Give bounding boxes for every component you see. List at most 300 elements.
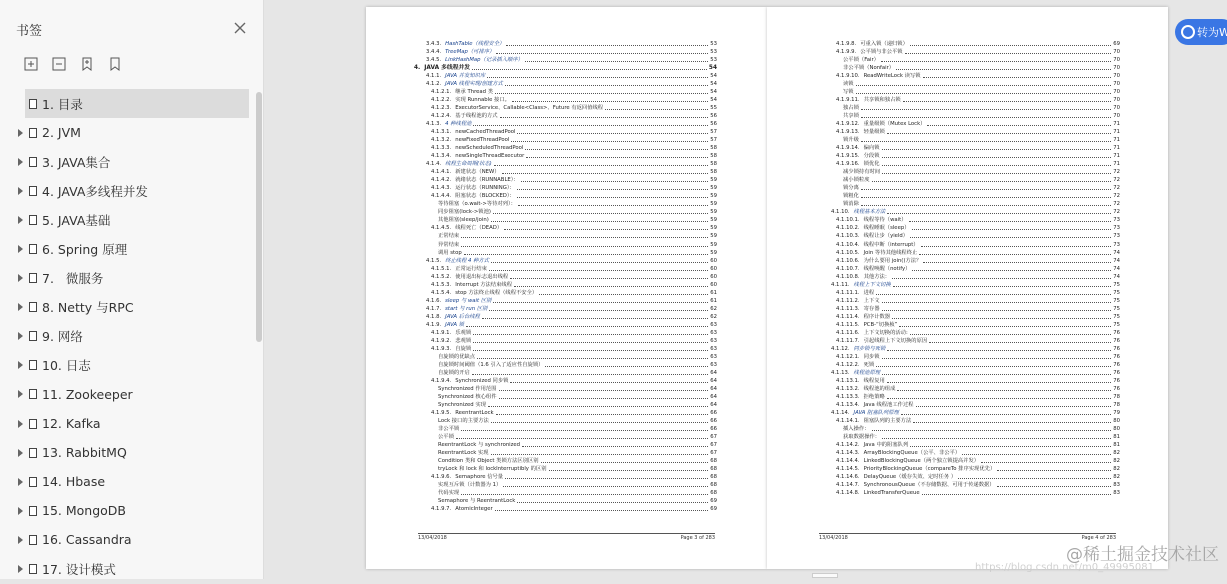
toc-page-number: 71 — [1113, 145, 1120, 151]
toc-entry[interactable] — [426, 40, 717, 47]
toc-number: 4.1.9.12. — [836, 121, 860, 127]
toc-entry[interactable] — [843, 200, 1120, 207]
toc-page-number: 55 — [710, 105, 717, 111]
toc-leader — [909, 221, 1112, 222]
toc-title: Java 中的阻塞队列 — [864, 442, 909, 448]
bookmark-icon[interactable] — [106, 55, 124, 73]
toc-title: 线程池的组成 — [864, 386, 896, 392]
toc-page-number: 76 — [1113, 378, 1120, 384]
toc-title: 公平锁（Fair） — [843, 57, 879, 63]
toc-page-number: 60 — [710, 258, 717, 264]
toc-number: 4.1.14.6. — [836, 474, 860, 480]
bookmark-flag-icon — [29, 535, 37, 545]
toc-number: 4.1.2.1. — [431, 89, 451, 95]
toc-leader — [882, 358, 1112, 359]
toc-entry[interactable] — [843, 88, 1120, 95]
toc-page-number: 75 — [1113, 298, 1120, 304]
toc-leader — [872, 181, 1112, 182]
expand-arrow-icon[interactable] — [18, 420, 23, 428]
toc-title: 偏向锁 — [864, 145, 880, 151]
toc-page-number: 75 — [1113, 306, 1120, 312]
toc-entry[interactable] — [431, 337, 717, 344]
toc-leader — [962, 454, 1111, 455]
toc-leader — [545, 366, 708, 367]
toc-page-number: 70 — [1113, 97, 1120, 103]
toc-leader — [491, 422, 708, 423]
toc-entry[interactable] — [843, 56, 1120, 63]
toc-page-number: 64 — [710, 402, 717, 408]
expand-arrow-icon[interactable] — [18, 361, 23, 369]
toc-page-number: 61 — [710, 290, 717, 296]
toc-entry[interactable] — [438, 208, 717, 215]
toc-title: newScheduledThreadPool — [455, 145, 523, 151]
toc-entry[interactable] — [836, 273, 1120, 280]
footer-date: 13/04/2018 — [418, 535, 447, 541]
toc-title: PriorityBlockingQueue（compareTo 排序实现优先） — [864, 466, 996, 472]
bookmark-item[interactable] — [0, 555, 252, 584]
toc-entry[interactable] — [843, 104, 1120, 111]
toc-page-number: 72 — [1113, 169, 1120, 175]
toc-entry[interactable] — [836, 152, 1120, 159]
toc-page-number: 54 — [709, 65, 717, 71]
toc-entry[interactable] — [843, 64, 1120, 71]
bookmark-label: 15. MongoDB — [42, 503, 126, 518]
toc-page-number: 71 — [1113, 121, 1120, 127]
toc-entry[interactable] — [426, 321, 717, 328]
toc-entry[interactable] — [431, 329, 717, 336]
toc-title: 插入操作： — [843, 426, 870, 432]
toc-entry[interactable] — [831, 208, 1120, 215]
toc-entry[interactable] — [438, 449, 717, 456]
toc-entry[interactable] — [836, 40, 1120, 47]
toc-entry[interactable] — [438, 369, 717, 376]
toc-page-number: 75 — [1113, 290, 1120, 296]
toc-entry[interactable] — [426, 120, 717, 127]
toc-entry[interactable] — [438, 457, 717, 464]
bookmark-item[interactable] — [0, 234, 252, 263]
toc-entry[interactable] — [438, 232, 717, 239]
toc-leader — [473, 125, 708, 126]
toc-number: 4.1.8. — [426, 314, 441, 320]
bookmark-label: 1. 目录 — [42, 95, 83, 113]
toc-leader — [912, 229, 1112, 230]
toc-entry[interactable] — [431, 192, 717, 199]
toc-entry[interactable] — [431, 289, 717, 296]
toc-entry[interactable] — [438, 361, 717, 368]
bookmark-item[interactable] — [0, 467, 252, 496]
toc-title: 共享锁和独占锁 — [864, 97, 901, 103]
toc-page-number: 59 — [710, 233, 717, 239]
expand-arrow-icon[interactable] — [18, 187, 23, 195]
expand-arrow-icon[interactable] — [18, 536, 23, 544]
toc-leader — [489, 310, 708, 311]
toc-title: Synchronized 核心组件 — [438, 394, 497, 400]
bookmark-item[interactable] — [0, 380, 252, 409]
toc-leader — [500, 117, 709, 118]
toc-entry[interactable] — [843, 192, 1120, 199]
toc-entry[interactable] — [438, 441, 717, 448]
toc-page-number: 76 — [1113, 386, 1120, 392]
toc-entry[interactable] — [836, 257, 1120, 264]
toc-entry[interactable] — [836, 249, 1120, 256]
toc-entry[interactable] — [836, 289, 1120, 296]
toc-entry[interactable] — [431, 265, 717, 272]
toc-entry[interactable] — [831, 281, 1120, 288]
toc-entry[interactable] — [438, 425, 717, 432]
toc-entry[interactable] — [426, 160, 717, 167]
toc-leader — [892, 278, 1111, 279]
toc-entry[interactable] — [431, 112, 717, 119]
expand-arrow-icon[interactable] — [18, 274, 23, 282]
toc-leader — [997, 470, 1111, 471]
toc-number: 4.1.6. — [426, 298, 441, 304]
toc-entry[interactable] — [438, 465, 717, 472]
toc-entry[interactable] — [836, 120, 1120, 127]
expand-arrow-icon[interactable] — [18, 332, 23, 340]
toc-number: 4.1.9.7. — [431, 506, 451, 512]
toc-entry[interactable] — [431, 136, 717, 143]
toc-entry[interactable] — [836, 385, 1120, 392]
expand-arrow-icon[interactable] — [18, 507, 23, 515]
toc-entry[interactable] — [426, 313, 717, 320]
toc-entry[interactable] — [836, 361, 1120, 368]
toc-page-number: 63 — [710, 338, 717, 344]
bookmark-label: 6. Spring 原理 — [42, 240, 127, 258]
toc-number: 4.1.5.3. — [431, 282, 451, 288]
toc-entry[interactable] — [431, 473, 717, 480]
toc-number: 4.1.2. — [426, 81, 441, 87]
toc-leader — [491, 262, 708, 263]
toc-title: 终止线程 4 种方式 — [445, 258, 489, 264]
toc-page-number: 62 — [710, 306, 717, 312]
toc-title: ReentrantLock 与 synchronized — [438, 442, 520, 448]
toc-entry[interactable] — [836, 265, 1120, 272]
bookmark-item[interactable] — [0, 118, 252, 147]
toc-number: 4.1.9.15. — [836, 153, 860, 159]
toc-entry[interactable] — [431, 184, 717, 191]
expand-arrow-icon[interactable] — [18, 158, 23, 166]
toc-number: 3.4.3. — [426, 41, 441, 47]
toc-entry[interactable] — [836, 353, 1120, 360]
toc-leader — [882, 374, 1111, 375]
toc-entry[interactable] — [836, 96, 1120, 103]
toc-entry[interactable] — [836, 297, 1120, 304]
footer-date: 13/04/2018 — [819, 535, 848, 541]
toc-page-number: 69 — [710, 498, 717, 504]
toc-entry[interactable] — [836, 313, 1120, 320]
toc-entry[interactable] — [438, 249, 717, 256]
add-bookmark-icon[interactable] — [78, 55, 96, 73]
toc-leader — [872, 430, 1112, 431]
toc-entry[interactable] — [836, 72, 1120, 79]
toc-entry[interactable] — [438, 353, 717, 360]
bookmark-item[interactable] — [0, 322, 252, 351]
collapse-all-icon[interactable] — [50, 55, 68, 73]
toc-entry[interactable] — [414, 64, 717, 71]
toc-entry[interactable] — [836, 337, 1120, 344]
toc-entry[interactable] — [426, 80, 717, 87]
bookmark-label: 8. Netty 与RPC — [42, 298, 134, 316]
toc-leader — [856, 93, 1112, 94]
toc-entry[interactable] — [836, 305, 1120, 312]
toc-page-number: 68 — [710, 474, 717, 480]
toc-entry[interactable] — [836, 449, 1120, 456]
translate-button[interactable] — [1175, 19, 1227, 45]
toc-entry[interactable] — [426, 72, 717, 79]
toc-entry[interactable] — [836, 224, 1120, 231]
bookmark-item[interactable] — [0, 176, 252, 205]
toc-entry[interactable] — [431, 345, 717, 352]
bookmark-list — [0, 89, 252, 584]
toc-title: 非公平锁（Nonfair） — [843, 65, 894, 71]
toc-entry[interactable] — [843, 136, 1120, 143]
toc-leader — [910, 446, 1111, 447]
toc-title: 锁粗化 — [843, 193, 859, 199]
toc-title: 程序计数器 — [864, 314, 891, 320]
toc-title: 轻量级锁 — [864, 129, 885, 135]
toc-entry[interactable] — [426, 305, 717, 312]
toc-title: 自旋锁时间阈值（1.6 引入了适应性自旋锁） — [438, 362, 543, 368]
toc-entry[interactable] — [438, 241, 717, 248]
toc-title: 上下文 — [864, 298, 880, 304]
bookmark-item[interactable] — [0, 293, 252, 322]
toc-page-number: 66 — [710, 418, 717, 424]
toc-entry[interactable] — [836, 457, 1120, 464]
toc-entry[interactable] — [431, 88, 717, 95]
toc-entry[interactable] — [438, 393, 717, 400]
toc-entry[interactable] — [836, 160, 1120, 167]
toc-number: 4.1.4.1. — [431, 169, 451, 175]
bookmark-item[interactable] — [0, 496, 252, 525]
toc-page-number: 74 — [1113, 250, 1120, 256]
toc-entry[interactable] — [831, 369, 1120, 376]
toc-page-number: 75 — [1113, 282, 1120, 288]
toc-leader — [512, 101, 708, 102]
toc-entry[interactable] — [836, 377, 1120, 384]
toc-title: 公平锁与非公平锁 — [860, 49, 902, 55]
toc-entry[interactable] — [438, 401, 717, 408]
toc-leader — [499, 398, 709, 399]
bookmark-item[interactable] — [0, 409, 252, 438]
toc-entry[interactable] — [431, 409, 717, 416]
toc-entry[interactable] — [836, 241, 1120, 248]
toc-entry[interactable] — [431, 152, 717, 159]
close-icon[interactable] — [232, 20, 248, 36]
toc-entry[interactable] — [836, 417, 1120, 424]
toc-page-number: 59 — [710, 217, 717, 223]
toc-entry[interactable] — [843, 184, 1120, 191]
toc-leader — [489, 270, 708, 271]
toc-entry[interactable] — [843, 433, 1120, 440]
toc-entry[interactable] — [438, 497, 717, 504]
toc-entry[interactable] — [431, 96, 717, 103]
toc-entry[interactable] — [431, 224, 717, 231]
toc-entry[interactable] — [836, 128, 1120, 135]
sidebar-scrollbar[interactable] — [256, 92, 262, 342]
toc-leader — [903, 101, 1112, 102]
bookmark-item[interactable] — [0, 205, 252, 234]
bookmark-item[interactable] — [25, 89, 249, 118]
toc-number: 4.1.11.3. — [836, 306, 860, 312]
toc-entry[interactable] — [426, 48, 717, 55]
toc-entry[interactable] — [843, 168, 1120, 175]
toc-entry[interactable] — [431, 273, 717, 280]
toc-title: 就绪状态（RUNNABLE）： — [455, 177, 518, 183]
toc-number: 4.1.13. — [831, 370, 850, 376]
toc-number: 4.1.14.7. — [836, 482, 860, 488]
toc-page-number: 70 — [1113, 113, 1120, 119]
expand-arrow-icon[interactable] — [18, 216, 23, 224]
toc-leader — [882, 173, 1111, 174]
expand-arrow-icon[interactable] — [18, 245, 23, 253]
toc-entry[interactable] — [836, 48, 1120, 55]
expand-arrow-icon[interactable] — [18, 565, 23, 573]
toc-page-number: 67 — [710, 450, 717, 456]
toc-leader — [981, 462, 1111, 463]
expand-arrow-icon[interactable] — [18, 478, 23, 486]
toc-entry[interactable] — [836, 321, 1120, 328]
toc-number: 4.1.4. — [426, 161, 441, 167]
toc-entry[interactable] — [438, 433, 717, 440]
toc-leader — [921, 246, 1112, 247]
expand-arrow-icon[interactable] — [18, 390, 23, 398]
toc-entry[interactable] — [438, 200, 717, 207]
toc-entry[interactable] — [438, 481, 717, 488]
toc-entry[interactable] — [426, 56, 717, 63]
toc-entry[interactable] — [431, 104, 717, 111]
expand-arrow-icon[interactable] — [18, 129, 23, 137]
toc-entry[interactable] — [836, 216, 1120, 223]
toc-leader — [461, 430, 708, 431]
expand-all-icon[interactable] — [22, 55, 40, 73]
toc-entry[interactable] — [431, 168, 717, 175]
toc-page-number: 75 — [1113, 322, 1120, 328]
toc-title: 线程唤醒（notify） — [864, 266, 911, 272]
toc-page-number: 69 — [710, 506, 717, 512]
toc-leader — [549, 470, 709, 471]
toc-number: 4.1.12.1. — [836, 354, 860, 360]
toc-entry[interactable] — [426, 297, 717, 304]
toc-page-number: 64 — [710, 394, 717, 400]
toc-entry[interactable] — [843, 425, 1120, 432]
toc-page-number: 78 — [1113, 402, 1120, 408]
toc-title: ReentrantLock 实现 — [438, 450, 489, 456]
toc-entry[interactable] — [836, 465, 1120, 472]
toc-leader — [893, 286, 1112, 287]
toc-title: Join 等待其他线程终止 — [864, 250, 918, 256]
toc-entry[interactable] — [843, 176, 1120, 183]
toc-title: 共享锁 — [843, 113, 859, 119]
toc-entry[interactable] — [836, 481, 1120, 488]
toc-entry[interactable] — [431, 505, 717, 512]
toc-entry[interactable] — [438, 216, 717, 223]
bookmark-item[interactable] — [0, 438, 252, 467]
toc-number: 4.1.14.4. — [836, 458, 860, 464]
toc-page-number: 58 — [710, 161, 717, 167]
toc-entry[interactable] — [836, 489, 1120, 496]
expand-arrow-icon[interactable] — [18, 303, 23, 311]
toc-title: 自旋锁的优缺点 — [438, 354, 475, 360]
toc-entry[interactable] — [438, 489, 717, 496]
toc-number: 3.4.4. — [426, 49, 441, 55]
toc-leader — [887, 350, 1111, 351]
bookmark-flag-icon — [29, 448, 37, 458]
toc-title: 运行状态（RUNNING）： — [455, 185, 515, 191]
toc-number: 4.1.12.2. — [836, 362, 860, 368]
toc-number: 4.1.4.5. — [431, 225, 451, 231]
toc-entry[interactable] — [836, 144, 1120, 151]
footer-page: Page 3 of 283 — [681, 535, 715, 541]
bookmark-item[interactable] — [0, 525, 252, 554]
horizontal-scroll-thumb[interactable] — [812, 573, 838, 578]
toc-leader — [473, 342, 708, 343]
toc-title: 阻塞状态（BLOCKED）： — [455, 193, 515, 199]
bookmark-item[interactable] — [0, 351, 252, 380]
toc-entry[interactable] — [431, 281, 717, 288]
toc-leader — [472, 69, 707, 70]
toc-entry[interactable] — [831, 345, 1120, 352]
toc-title: Synchronized 实现 — [438, 402, 486, 408]
toc-number: 4.1.9.1. — [431, 330, 451, 336]
toc-entry[interactable] — [431, 377, 717, 384]
toc-leader — [901, 414, 1111, 415]
toc-number: 4.1.4.2. — [431, 177, 451, 183]
toc-leader — [491, 454, 709, 455]
toc-number: 4.1.10.1. — [836, 217, 860, 223]
toc-entry[interactable] — [836, 329, 1120, 336]
translate-label: 转为W — [1197, 24, 1227, 40]
toc-title: JAVA 锁 — [445, 322, 464, 328]
toc-entry[interactable] — [836, 473, 1120, 480]
toc-entry[interactable] — [438, 417, 717, 424]
toc-title: 其他方法： — [864, 274, 891, 280]
toc-leader — [493, 302, 708, 303]
toc-title: 实现互斥锁（计数器为 1） — [438, 482, 501, 488]
toc-entry[interactable] — [431, 128, 717, 135]
toc-page-number: 68 — [710, 482, 717, 488]
expand-arrow-icon[interactable] — [18, 449, 23, 457]
toc-leader — [876, 294, 1111, 295]
toc-entry[interactable] — [836, 401, 1120, 408]
toc-page-number: 71 — [1113, 129, 1120, 135]
toc-leader — [887, 213, 1111, 214]
toc-entry[interactable] — [836, 232, 1120, 239]
toc-title: 调用 stop — [438, 250, 462, 256]
toc-entry[interactable] — [836, 393, 1120, 400]
toc-entry[interactable] — [831, 409, 1120, 416]
toc-entry[interactable] — [843, 112, 1120, 119]
toc-title: stop 方法终止线程（线程不安全） — [455, 290, 537, 296]
bookmark-item[interactable] — [0, 147, 252, 176]
toc-page-number: 63 — [710, 322, 717, 328]
bookmark-item[interactable] — [0, 264, 252, 293]
toc-leader — [456, 438, 708, 439]
toc-entry[interactable] — [438, 385, 717, 392]
toc-page-number: 62 — [710, 314, 717, 320]
toc-entry[interactable] — [426, 257, 717, 264]
toc-number: 4.1.10.2. — [836, 225, 860, 231]
toc-entry[interactable] — [836, 441, 1120, 448]
toc-title: DelayQueue（缓存失效、定时任务 ） — [864, 474, 957, 480]
toc-leader — [922, 494, 1112, 495]
toc-entry[interactable] — [843, 80, 1120, 87]
toc-page-number: 76 — [1113, 362, 1120, 368]
toc-entry[interactable] — [431, 176, 717, 183]
toc-leader — [517, 502, 708, 503]
toc-number: 4.1.13.1. — [836, 378, 860, 384]
toc-page-number: 59 — [710, 201, 717, 207]
toc-entry[interactable] — [431, 144, 717, 151]
